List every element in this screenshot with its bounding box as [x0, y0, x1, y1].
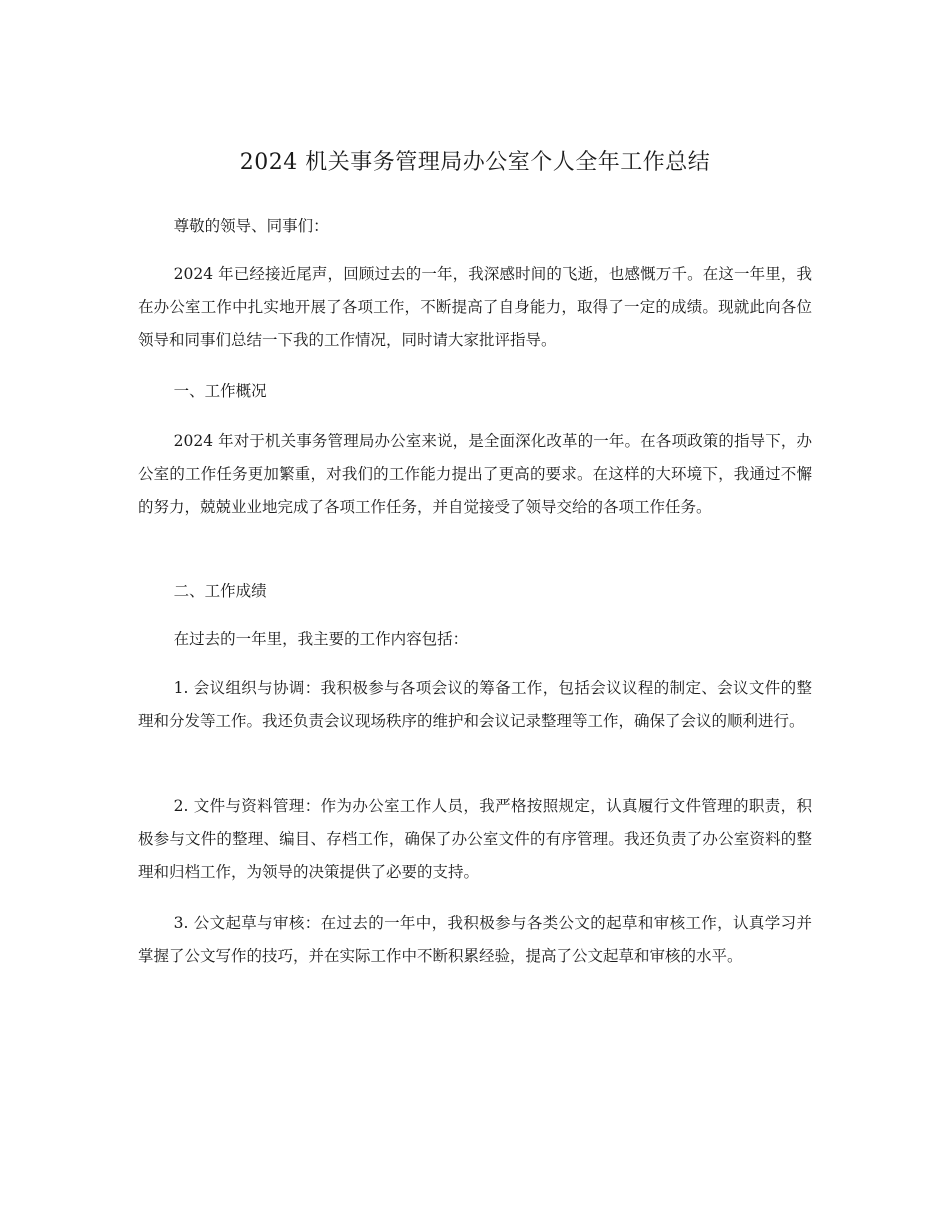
greeting-paragraph: 尊敬的领导、同事们： [173, 217, 329, 235]
list-item: 3. 公文起草与审核：在过去的一年中，我积极参与各类公文的起草和审核工作，认真学习并掌握了公文写作的技巧，并在实际工作中不断积累经验，提高了公文起草和审核的水平。 [138, 914, 812, 965]
intro-paragraph: 2024 年已经接近尾声，回顾过去的一年，我深感时间的飞逝，也感慨万千。在这一年里，我在办公室工作中扎实地开展了各项工作，不断提高了自身能力，取得了一定的成绩。现就此向各位领导和同事们总结一下我的工作情况，同时请大家批评指导。 [138, 265, 812, 349]
document-title: 2024 机关事务管理局办公室个人全年工作总结 [239, 150, 711, 175]
section-heading-achievements: 二、工作成绩 [173, 582, 267, 600]
contents-intro-paragraph: 在过去的一年里，我主要的工作内容包括： [173, 630, 469, 648]
list-item: 2. 文件与资料管理：作为办公室工作人员，我严格按照规定，认真履行文件管理的职责，积极参与文件的整理、编目、存档工作，确保了办公室文件的有序管理。我还负责了办公室资料的整理和归档工作，为领导的决策提供了必要的支持。 [138, 797, 812, 881]
list-item: 1. 会议组织与协调：我积极参与各项会议的筹备工作，包括会议议程的制定、会议文件的整理和分发等工作。我还负责会议现场秩序的维护和会议记录整理等工作，确保了会议的顺利进行。 [138, 679, 812, 730]
section-heading-overview: 一、工作概况 [173, 382, 267, 400]
overview-paragraph: 2024 年对于机关事务管理局办公室来说，是全面深化改革的一年。在各项政策的指导下，办公室的工作任务更加繁重，对我们的工作能力提出了更高的要求。在这样的大环境下，我通过不懈的努力，兢兢业业地完成了各项工作任务，并自觉接受了领导交给的各项工作任务。 [138, 432, 812, 516]
